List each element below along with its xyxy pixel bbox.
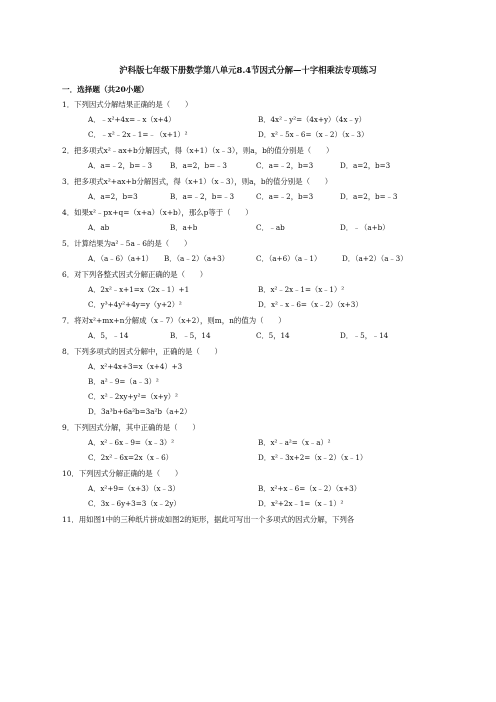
q7-option-a: A．5，﹣14 bbox=[88, 331, 129, 340]
q2-option-a: A．a=﹣2，b=﹣3 bbox=[88, 161, 153, 170]
question-5: 5．计算结果为a²﹣5a﹣6的是（ ） bbox=[62, 239, 192, 248]
question-7: 7．将对x²+mx+n分解成（x﹣7）（x+2），则m，n的值为（ ） bbox=[62, 316, 286, 325]
q1-option-b: B．4x²﹣y²=（4x+y）（4x﹣y） bbox=[258, 115, 366, 124]
q10-option-b: B．x²+x﹣6=（x﹣2）（x+3） bbox=[258, 484, 361, 493]
question-10: 10．下列因式分解正确的是（ ） bbox=[62, 469, 183, 478]
q8-option-b: B．a²﹣9=（a﹣3）² bbox=[88, 377, 159, 386]
q1-option-a: A．﹣x²+4x=﹣x（x+4） bbox=[88, 115, 176, 124]
q7-option-d: D．﹣5，﹣14 bbox=[340, 331, 389, 340]
q4-option-d: D．﹣（a+b） bbox=[340, 223, 390, 232]
question-11: 11．用如图1中的三种纸片拼成如图2的矩形，据此可写出一个多项式的因式分解，下列各 bbox=[62, 515, 355, 524]
question-3: 3．把多项式x²+ax+b分解因式，得（x+1）（x﹣3），则a，b的值分别是（ ） bbox=[62, 177, 333, 186]
q6-option-a: A．2x²﹣x+1=x（2x﹣1）+1 bbox=[88, 285, 190, 294]
q10-option-c: C．3x﹣6y+3=3（x﹣2y） bbox=[88, 499, 181, 508]
q9-option-d: D．x²﹣3x+2=（x﹣2）（x﹣1） bbox=[258, 453, 368, 462]
q4-option-a: A．ab bbox=[88, 223, 110, 232]
q10-option-d: D．x²+2x﹣1=（x﹣1）² bbox=[258, 499, 344, 508]
q8-option-a: A．x²+4x+3=x（x+4）+3 bbox=[88, 362, 183, 371]
q5-option-d: D．（a+2）（a﹣3） bbox=[342, 254, 408, 263]
q3-option-a: A．a=2，b=3 bbox=[88, 192, 138, 201]
q9-option-a: A．x²﹣6x﹣9=（x﹣3）² bbox=[88, 438, 174, 447]
q9-option-c: C．2x²﹣6x=2x（x﹣6） bbox=[88, 453, 173, 462]
q3-option-c: C．a=﹣2，b=3 bbox=[256, 192, 314, 201]
section-heading: 一．选择题（共20小题） bbox=[62, 85, 149, 94]
q7-option-c: C．5，14 bbox=[256, 331, 290, 340]
q2-option-d: D．a=2，b=3 bbox=[340, 161, 391, 170]
q5-option-b: B．（a﹣2）（a+3） bbox=[164, 254, 229, 263]
page-title: 沪科版七年级下册数学第八单元8.4节因式分解—十字相乘法专项练习 bbox=[119, 65, 377, 75]
q6-option-c: C．y³+4y²+4y=y（y+2）² bbox=[88, 300, 182, 309]
q1-option-d: D．x²﹣5x﹣6=（x﹣2）（x﹣3） bbox=[258, 130, 369, 139]
q3-option-b: B．a=﹣2，b=﹣3 bbox=[170, 192, 235, 201]
q4-option-c: C．﹣ab bbox=[256, 223, 285, 232]
q8-option-c: C．x²﹣2xy+y²=（x+y）² bbox=[88, 392, 178, 401]
question-6: 6．对下列各整式因式分解正确的是（ ） bbox=[62, 270, 208, 279]
q9-option-b: B．x²﹣a²=（x﹣a）² bbox=[258, 438, 331, 447]
question-8: 8．下列多项式的因式分解中，正确的是（ ） bbox=[62, 347, 222, 356]
q10-option-a: A．x²+9=（x+3）（x﹣3） bbox=[88, 484, 180, 493]
q7-option-b: B．﹣5，14 bbox=[170, 331, 211, 340]
q6-option-b: B．x²﹣2x﹣1=（x﹣1）² bbox=[258, 285, 345, 294]
q3-option-d: D．a=2，b=﹣3 bbox=[340, 192, 398, 201]
q4-option-b: B．a+b bbox=[170, 223, 198, 232]
q2-option-b: B．a=2，b=﹣3 bbox=[170, 161, 227, 170]
q6-option-d: D．x²﹣x﹣6=（x﹣2）（x+3） bbox=[258, 300, 363, 309]
question-4: 4．如果x²﹣px+q=（x+a）（x+b），那么p等于（ ） bbox=[62, 208, 253, 217]
q5-option-a: A．（a﹣6）（a+1） bbox=[88, 254, 153, 263]
q8-option-d: D．3a³b+6a²b=3a²b（a+2） bbox=[88, 407, 192, 416]
q5-option-c: C．（a+6）（a﹣1） bbox=[256, 254, 322, 263]
q1-option-c: C．﹣x²﹣2x﹣1=﹣（x+1）² bbox=[88, 130, 188, 139]
question-2: 2．把多项式x²﹣ax+b分解因式，得（x+1）（x﹣3），则a，b的值分别是（ ） bbox=[62, 146, 334, 155]
question-1: 1．下列因式分解结果正确的是（ ） bbox=[62, 100, 193, 109]
q2-option-c: C．a=﹣2，b=3 bbox=[256, 161, 314, 170]
question-9: 9．下列因式分解，其中正确的是（ ） bbox=[62, 423, 200, 432]
